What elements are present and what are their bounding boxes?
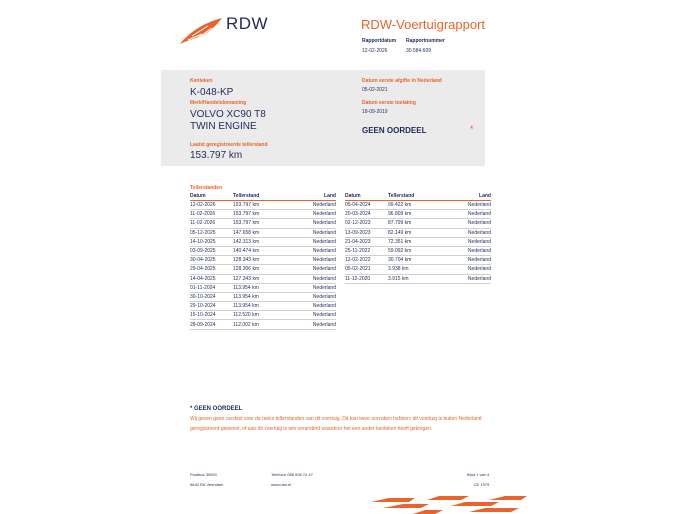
cell-date: 02-12-2023 (345, 219, 388, 228)
cell-country: Nederland (293, 283, 336, 292)
cell-country: Nederland (448, 228, 491, 237)
cell-date: 03-09-2025 (190, 246, 233, 255)
cell-reading: 153.797 km (233, 201, 293, 210)
first-nl-label: Datum eerste afgifte in Nederland (362, 78, 442, 84)
footnote-title: * GEEN OORDEEL (190, 406, 243, 412)
table-row (345, 256, 491, 265)
cell-country: Nederland (293, 256, 336, 265)
vehicle-info-panel (161, 70, 485, 166)
cell-country: Nederland (448, 210, 491, 219)
cell-reading: 96.809 km (388, 210, 448, 219)
odometer-table-right (345, 193, 491, 284)
table-row (190, 320, 336, 329)
table-row (190, 274, 336, 283)
footer-postbus: Postbus 30000 (190, 472, 217, 477)
footer-website: www.rdw.nl (271, 482, 292, 488)
cell-date: 25-11-2022 (345, 246, 388, 255)
first-admission-date: 18-09-2019 (362, 109, 388, 115)
report-date-block (362, 38, 396, 54)
cell-country: Nederland (448, 201, 491, 210)
footer-doc-code: CE 1979 (473, 482, 490, 488)
plate-value: K-048-KP (190, 87, 234, 98)
cell-reading: 3.938 km (388, 265, 448, 274)
table-row (345, 228, 491, 237)
feather-logo-icon (178, 14, 224, 46)
first-nl-date: 05-02-2021 (362, 87, 388, 93)
footer-contact (271, 470, 313, 491)
footnote-text: Wij geven geen oordeel over de reeks tellerstanden van dit voertuig. Dit kan twee oorzaken hebben: dit voertuig is buiten Nederland geregistreerd geweest, of aan dit voertuig is iets veranderd waardoor het een ander kenteken heeft gekregen. (190, 416, 482, 432)
cell-date: 30-04-2025 (190, 256, 233, 265)
report-title: RDW-Voertuigrapport (361, 17, 486, 32)
cell-date: 20-03-2024 (345, 210, 388, 219)
footnote (190, 406, 500, 434)
odometer-value: 153.797 km (190, 150, 243, 161)
cell-reading: 113.954 km (233, 292, 293, 301)
table-row (190, 201, 336, 210)
report-number-label: Rapportnummer (406, 38, 445, 44)
cell-date: 12-02-2022 (345, 256, 388, 265)
table-header-row (345, 193, 491, 201)
cell-date: 11-12-2020 (345, 274, 388, 283)
cell-reading: 99.422 km (388, 201, 448, 210)
table-header-row (190, 193, 336, 201)
col-header-country: Land (293, 193, 336, 201)
cell-country: Nederland (293, 201, 336, 210)
cell-reading: 140.474 km (233, 246, 293, 255)
table-row (345, 219, 491, 228)
cell-date: 11-02-2026 (190, 219, 233, 228)
cell-reading: 112.520 km (233, 311, 293, 320)
cell-country: Nederland (293, 292, 336, 301)
cell-country: Nederland (448, 219, 491, 228)
cell-country: Nederland (293, 219, 336, 228)
model-line-2: TWIN ENGINE (190, 121, 257, 132)
report-date-label: Rapportdatum (362, 38, 397, 44)
cell-reading: 113.954 km (233, 283, 293, 292)
cell-country: Nederland (448, 274, 491, 283)
cell-date: 28-09-2024 (190, 320, 233, 329)
table-row (190, 228, 336, 237)
cell-country: Nederland (293, 228, 336, 237)
footer-page-info (467, 470, 489, 491)
table-row (190, 302, 336, 311)
cell-country: Nederland (448, 265, 491, 274)
cell-date: 29-04-2025 (190, 265, 233, 274)
cell-country: Nederland (293, 237, 336, 246)
table-row (190, 246, 336, 255)
plate-label: Kenteken (190, 78, 213, 84)
report-number-block (406, 38, 445, 54)
cell-country: Nederland (293, 265, 336, 274)
odometer-label: Laatst geregistreerde tellerstand (190, 142, 268, 148)
odometer-section-title: Tellerstanden (190, 185, 223, 191)
cell-reading: 87.799 km (388, 219, 448, 228)
cell-date: 30-10-2024 (190, 292, 233, 301)
cell-reading: 113.954 km (233, 302, 293, 311)
cell-country: Nederland (448, 246, 491, 255)
col-header-date: Datum (190, 193, 233, 201)
cell-date: 14-04-2025 (190, 274, 233, 283)
cell-date: 05-02-2021 (345, 265, 388, 274)
cell-country: Nederland (293, 311, 336, 320)
cell-country: Nederland (448, 237, 491, 246)
verdict-asterisk: * (470, 124, 474, 134)
col-header-date: Datum (345, 193, 388, 201)
table-row (345, 237, 491, 246)
table-row (345, 274, 491, 283)
cell-date: 15-10-2024 (190, 311, 233, 320)
cell-date: 21-04-2023 (345, 237, 388, 246)
first-admission-label: Datum eerste toelating (362, 100, 416, 106)
col-header-reading: Tellerstand (233, 193, 293, 201)
footer-city: 9640 RA Veendam (190, 482, 224, 488)
table-row (190, 219, 336, 228)
table-row (190, 210, 336, 219)
table-row (345, 265, 491, 274)
cell-reading: 142.313 km (233, 237, 293, 246)
cell-reading: 59.092 km (388, 246, 448, 255)
cell-country: Nederland (293, 210, 336, 219)
cell-reading: 147.658 km (233, 228, 293, 237)
cell-reading: 153.797 km (233, 219, 293, 228)
cell-reading: 82.149 km (388, 228, 448, 237)
report-date: 12-02-2026 (362, 48, 388, 54)
cell-date: 05-12-2025 (190, 228, 233, 237)
table-row (345, 201, 491, 210)
table-row (190, 256, 336, 265)
cell-date: 14-10-2025 (190, 237, 233, 246)
table-row (345, 210, 491, 219)
model-line-1: VOLVO XC90 T8 (190, 109, 266, 120)
cell-reading: 30.704 km (388, 256, 448, 265)
col-header-country: Land (448, 193, 491, 201)
cell-date: 12-02-2026 (190, 201, 233, 210)
cell-country: Nederland (293, 274, 336, 283)
table-row (345, 246, 491, 255)
cell-reading: 128.343 km (233, 256, 293, 265)
table-row (190, 311, 336, 320)
cell-reading: 128.306 km (233, 265, 293, 274)
cell-country: Nederland (293, 320, 336, 329)
cell-date: 29-10-2024 (190, 302, 233, 311)
table-row (190, 283, 336, 292)
cell-reading: 153.797 km (233, 210, 293, 219)
report-number: 30.584.609 (406, 48, 432, 54)
footer-address (190, 470, 223, 491)
table-row (190, 265, 336, 274)
cell-reading: 72.351 km (388, 237, 448, 246)
col-header-reading: Tellerstand (388, 193, 448, 201)
footer-phone: Telefoon 088 008 74 47 (271, 472, 313, 477)
cell-date: 13-09-2023 (345, 228, 388, 237)
cell-date: 01-11-2024 (190, 283, 233, 292)
table-row (190, 292, 336, 301)
verdict-badge: GEEN OORDEEL (362, 126, 427, 135)
cell-reading: 112.002 km (233, 320, 293, 329)
footer-page-number: Blad 1 van 4 (467, 472, 490, 477)
brand-name: RDW (226, 14, 269, 33)
cell-country: Nederland (448, 256, 491, 265)
odometer-table-left (190, 193, 336, 330)
cell-country: Nederland (293, 246, 336, 255)
table-row (190, 237, 336, 246)
cell-reading: 127.343 km (233, 274, 293, 283)
cell-country: Nederland (293, 302, 336, 311)
decorative-stripes-icon (369, 492, 529, 514)
cell-date: 05-04-2024 (345, 201, 388, 210)
model-label: Merk/Handelsbenaming (190, 100, 247, 106)
cell-date: 11-02-2026 (190, 210, 233, 219)
cell-reading: 3.915 km (388, 274, 448, 283)
